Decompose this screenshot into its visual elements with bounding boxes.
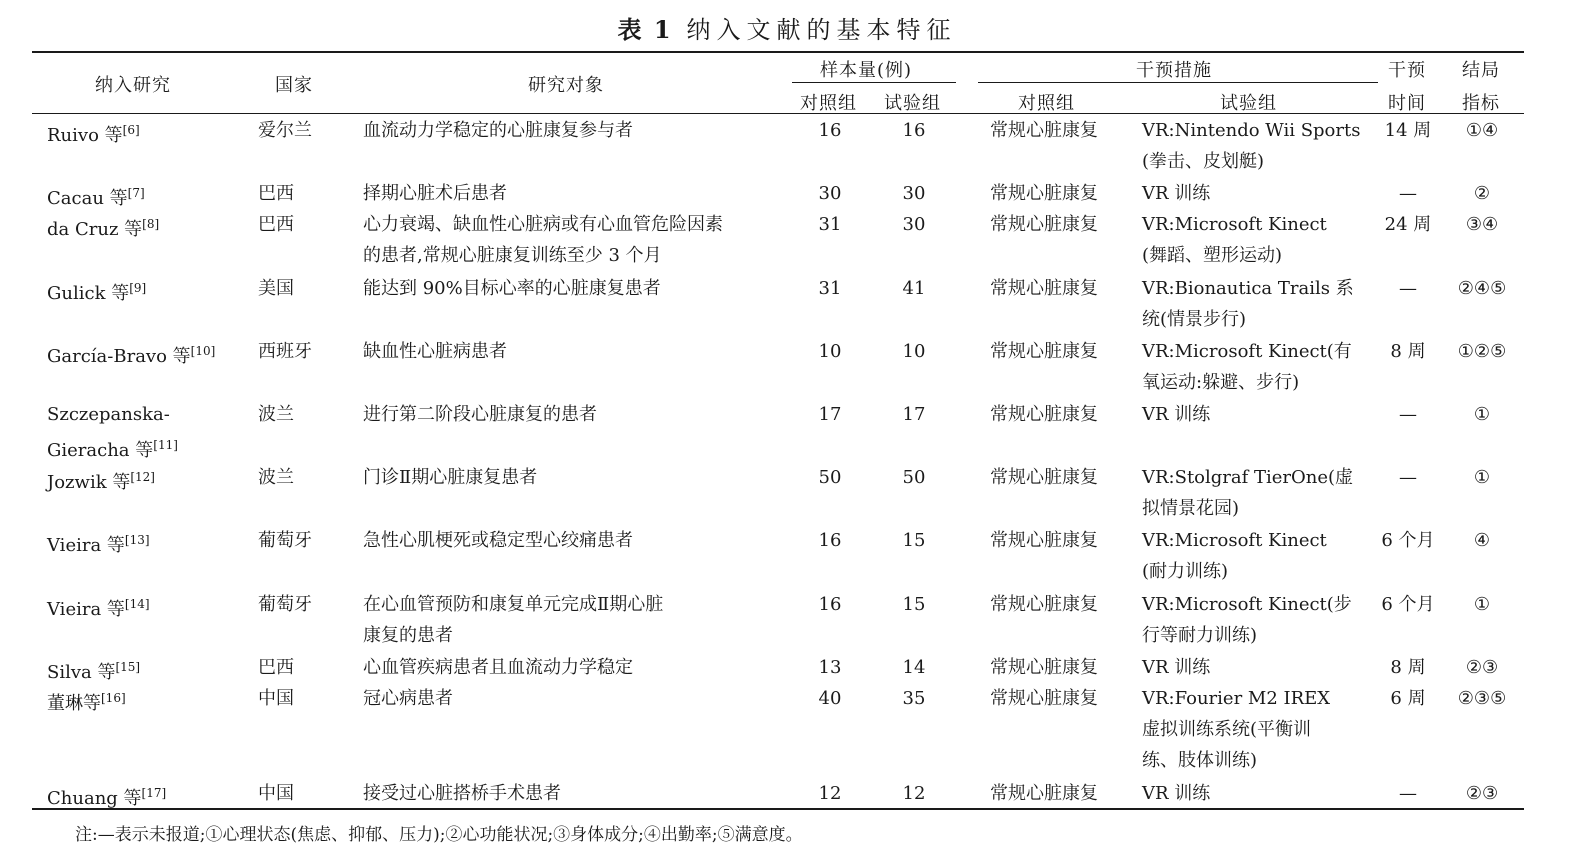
header-time-2: 时间 [1388,93,1426,114]
outcome: ②③ [1465,657,1499,678]
sample-control: 13 [818,657,842,678]
outcome: ②③ [1465,783,1499,804]
header-time-1: 干预 [1388,60,1426,81]
duration: 8 周 [1390,341,1426,362]
intervention-exp-line: 统(情景步行) [1142,309,1247,330]
study-name: da Cruz 等[8] [47,217,160,240]
sample-exp: 10 [902,341,926,362]
intervention-exp-line: VR:Microsoft Kinect [1142,530,1327,551]
intervention-control: 常规心脏康复 [990,657,1098,678]
duration: — [1399,404,1417,425]
subject-line: 急性心肌梗死或稳定型心绞痛患者 [363,530,633,551]
table-title-text: 纳入文献的基本特征 [686,16,957,44]
intervention-exp-line: 练、肢体训练) [1142,750,1258,771]
study-name: Ruivo 等[6] [47,123,140,146]
sample-exp: 15 [902,594,926,615]
sample-control: 17 [818,404,842,425]
header-int-exp: 试验组 [1220,93,1277,114]
intervention-control: 常规心脏康复 [990,183,1098,204]
outcome: ① [1473,594,1491,615]
sample-exp: 35 [902,688,926,709]
subject-line: 冠心病患者 [363,688,453,709]
study-ref: [7] [127,186,145,200]
sample-control: 16 [818,594,842,615]
subject-line: 心力衰竭、缺血性心脏病或有心血管危险因素 [363,214,723,235]
sample-exp: 50 [902,467,926,488]
sample-control: 31 [818,214,842,235]
outcome: ④ [1473,530,1491,551]
subject-line: 进行第二阶段心脏康复的患者 [363,404,597,425]
duration: — [1399,278,1417,299]
table-label: 表 1 [617,15,673,44]
outcome: ①②⑤ [1457,341,1507,362]
outcome: ① [1473,404,1491,425]
study-name: 董琳等[16] [47,691,126,714]
study-name: García-Bravo 等[10] [47,344,216,367]
sample-control: 10 [818,341,842,362]
duration: — [1399,183,1417,204]
outcome: ③④ [1465,214,1499,235]
study-ref: [11] [153,438,178,452]
study-ref: [10] [190,344,216,358]
duration: 14 周 [1384,120,1432,141]
outcome: ②③⑤ [1457,688,1507,709]
country: 波兰 [258,467,294,488]
intervention-control: 常规心脏康复 [990,120,1098,141]
study-name: Jozwik 等[12] [47,470,155,493]
intervention-exp-line: VR:Fourier M2 IREX [1142,688,1331,709]
intervention-control: 常规心脏康复 [990,688,1098,709]
table-note: 注:—表示未报道;①心理状态(焦虑、抑郁、压力);②心功能状况;③身体成分;④出勤率;⑤满意度。 [75,825,803,845]
duration: 6 个月 [1381,530,1435,551]
intervention-control: 常规心脏康复 [990,214,1098,235]
intervention-exp-line: (舞蹈、塑形运动) [1142,245,1283,266]
intervention-control: 常规心脏康复 [990,530,1098,551]
study-name: Vieira 等[14] [47,597,150,620]
intervention-exp-line: VR:Microsoft Kinect(有 [1142,341,1352,362]
outcome: ①④ [1465,120,1499,141]
intervention-control: 常规心脏康复 [990,278,1098,299]
intervention-control: 常规心脏康复 [990,341,1098,362]
intervention-exp-line: 行等耐力训练) [1142,625,1258,646]
intervention-exp-line: (拳击、皮划艇) [1142,151,1265,172]
country: 葡萄牙 [258,530,312,551]
intervention-exp-line: VR:Stolgraf TierOne(虚 [1142,467,1354,488]
subject-line: 心血管疾病患者且血流动力学稳定 [363,657,633,678]
study-name: Gieracha 等[11] [47,438,178,461]
country: 爱尔兰 [258,120,312,141]
sample-exp: 30 [902,183,926,204]
duration: — [1399,783,1417,804]
intervention-exp-line: 拟情景花园) [1142,498,1240,519]
header-intervention: 干预措施 [1136,60,1212,81]
sample-exp: 12 [902,783,926,804]
header-outcome-2: 指标 [1462,93,1500,114]
study-name: Cacau 等[7] [47,186,145,209]
study-name: Vieira 等[13] [47,533,150,556]
sample-subrule [792,82,956,83]
table-title [0,10,1574,45]
country: 巴西 [258,183,294,204]
intervention-control: 常规心脏康复 [990,467,1098,488]
header-int-control: 对照组 [1018,93,1075,114]
subject-line: 择期心脏术后患者 [363,183,507,204]
header-outcome-1: 结局 [1462,60,1500,81]
intervention-subrule [978,82,1378,83]
intervention-exp-line: VR:Microsoft Kinect [1142,214,1327,235]
country: 巴西 [258,214,294,235]
intervention-exp-line: VR 训练 [1142,404,1211,425]
sample-control: 50 [818,467,842,488]
header-rule [32,113,1524,114]
duration: 8 周 [1390,657,1426,678]
intervention-exp-line: 虚拟训练系统(平衡训 [1142,719,1312,740]
intervention-exp-line: (耐力训练) [1142,561,1229,582]
study-ref: [12] [130,470,155,484]
country: 中国 [258,783,294,804]
subject-line: 能达到 90%目标心率的心脏康复患者 [363,278,661,299]
sample-control: 31 [818,278,842,299]
subject-line: 接受过心脏搭桥手术患者 [363,783,561,804]
study-name: Silva 等[15] [47,660,141,683]
sample-exp: 41 [902,278,926,299]
study-ref: [13] [124,533,150,547]
intervention-control: 常规心脏康复 [990,783,1098,804]
study-ref: [14] [124,597,150,611]
study-ref: [17] [141,786,167,800]
top-rule [32,51,1524,53]
header-country: 国家 [275,75,313,96]
sample-control: 16 [818,530,842,551]
header-sample-exp: 试验组 [884,93,941,114]
study-ref: [16] [101,691,126,705]
outcome: ① [1473,467,1491,488]
outcome: ②④⑤ [1457,278,1507,299]
country: 葡萄牙 [258,594,312,615]
country: 波兰 [258,404,294,425]
outcome: ② [1473,183,1491,204]
duration: 6 个月 [1381,594,1435,615]
sample-exp: 17 [902,404,926,425]
study-ref: [15] [115,660,141,674]
sample-exp: 15 [902,530,926,551]
header-sample-control: 对照组 [800,93,857,114]
country: 西班牙 [258,341,312,362]
header-sample: 样本量(例) [820,60,913,81]
study-ref: [9] [129,281,147,295]
intervention-exp-line: VR:Nintendo Wii Sports [1142,120,1361,141]
sample-control: 12 [818,783,842,804]
intervention-exp-line: VR 训练 [1142,183,1211,204]
duration: — [1399,467,1417,488]
study-name: Chuang 等[17] [47,786,167,809]
intervention-control: 常规心脏康复 [990,404,1098,425]
country: 巴西 [258,657,294,678]
bottom-rule [32,808,1524,810]
sample-exp: 14 [902,657,926,678]
intervention-exp-line: VR 训练 [1142,783,1211,804]
intervention-exp-line: VR:Microsoft Kinect(步 [1142,594,1352,615]
sample-control: 16 [818,120,842,141]
subject-line: 的患者,常规心脏康复训练至少 3 个月 [363,245,662,266]
subject-line: 缺血性心脏病患者 [363,341,507,362]
duration: 6 周 [1390,688,1426,709]
country: 美国 [258,278,294,299]
intervention-exp-line: VR 训练 [1142,657,1211,678]
subject-line: 血流动力学稳定的心脏康复参与者 [363,120,633,141]
intervention-exp-line: VR:Bionautica Trails 系 [1142,278,1354,299]
subject-line: 在心血管预防和康复单元完成Ⅱ期心脏 [363,594,664,615]
study-ref: [8] [142,217,160,231]
header-study: 纳入研究 [95,75,171,96]
duration: 24 周 [1384,214,1432,235]
subject-line: 门诊Ⅱ期心脏康复患者 [363,467,538,488]
sample-control: 30 [818,183,842,204]
intervention-exp-line: 氧运动:躲避、步行) [1142,372,1300,393]
sample-exp: 16 [902,120,926,141]
study-name: Gulick 等[9] [47,281,147,304]
sample-control: 40 [818,688,842,709]
country: 中国 [258,688,294,709]
sample-exp: 30 [902,214,926,235]
header-subject: 研究对象 [528,75,604,96]
intervention-control: 常规心脏康复 [990,594,1098,615]
study-name: Szczepanska- [47,404,170,425]
study-ref: [6] [122,123,140,137]
subject-line: 康复的患者 [363,625,453,646]
